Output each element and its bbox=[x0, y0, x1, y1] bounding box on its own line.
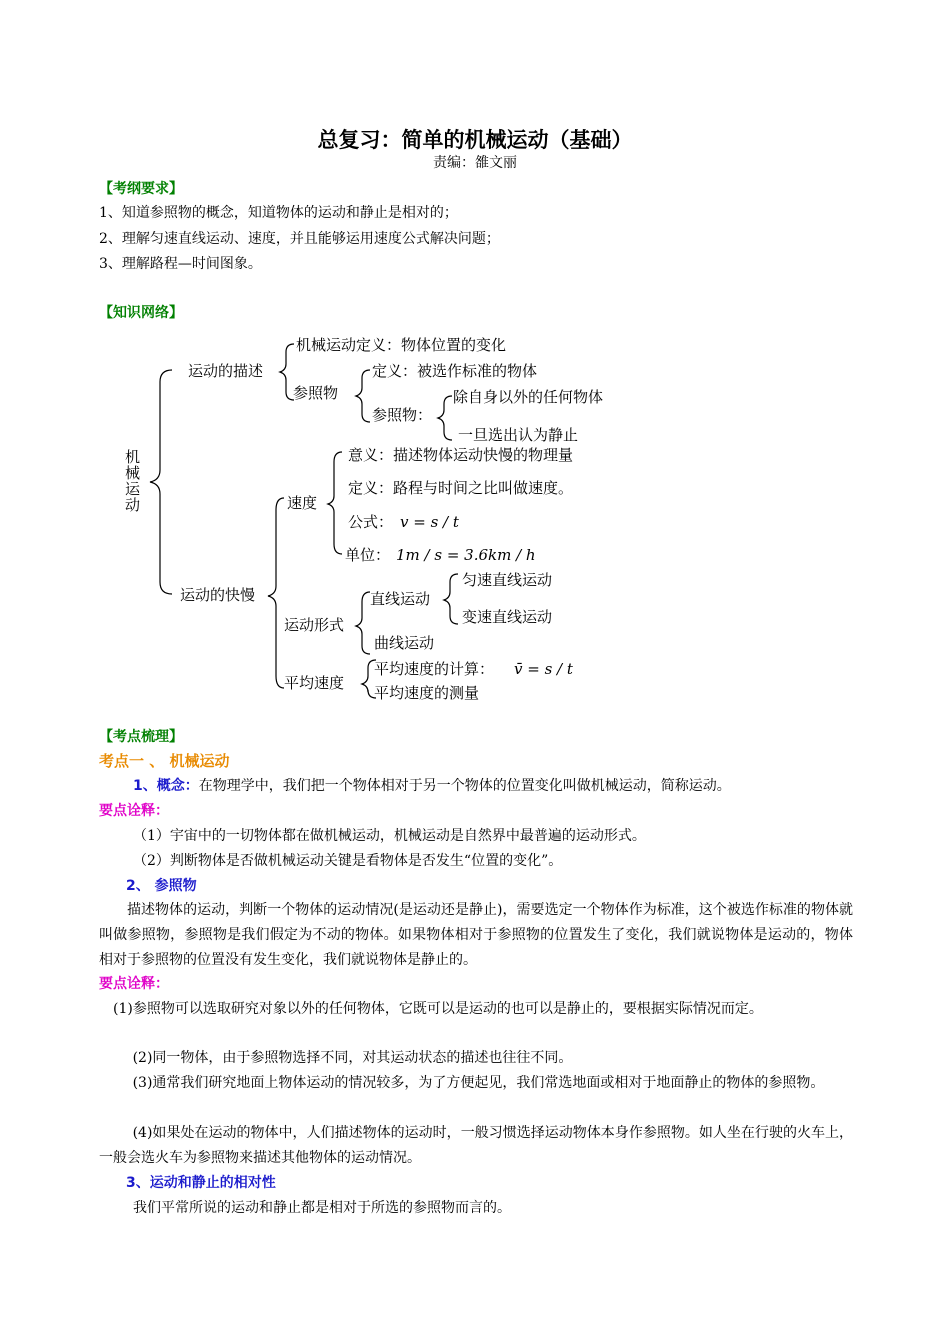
concept-line bbox=[133, 775, 731, 795]
note-label: 要点诠释： bbox=[99, 803, 169, 819]
note-item: （2）判断物体是否做机械运动关键是看物体是否发生“位置的变化”。 bbox=[133, 853, 563, 869]
diagram-root-char: 运 bbox=[125, 480, 141, 498]
relativity-paragraph: 我们平常所说的运动和静止都是相对于所选的参照物而言的。 bbox=[133, 1200, 511, 1216]
diagram-node-speed: 速度 bbox=[287, 494, 318, 512]
diagram-brace bbox=[280, 344, 294, 400]
ref-note: (2)同一物体，由于参照物选择不同，对其运动状态的描述也往往不同。 bbox=[132, 1050, 573, 1066]
note-item: （1）宇宙中的一切物体都在做机械运动，机械运动是自然界中最普遍的运动形式。 bbox=[133, 828, 646, 844]
note-label-2: 要点诠释： bbox=[99, 976, 169, 992]
requirement-item: 3、理解路程—时间图象。 bbox=[99, 256, 262, 272]
diagram-brace bbox=[150, 370, 172, 594]
section-network: 【知识网络】 bbox=[99, 305, 183, 321]
diagram-brace bbox=[438, 396, 452, 440]
diagram-node-formula-label: 公式： bbox=[348, 513, 394, 531]
ref-paragraph: 描述物体的运动，判断一个物体的运动情况(是运动还是静止)，需要选定一个物体作为标准，这个被选作标准的物体就叫做参照物，参照物是我们假定为不动的物体。如果物体相对于参照物的位置发生了变化，我们就说物体是运动的，物体相对于参照物的位置没有发生变化，我们就说物体是静止的。 bbox=[99, 902, 853, 968]
diagram-node-speed-def: 定义：路程与时间之比叫做速度。 bbox=[348, 479, 574, 497]
diagram-node-unit: 1m / s = 3.6km / h bbox=[396, 546, 536, 564]
diagram-node-ref: 参照物 bbox=[293, 384, 339, 402]
diagram-node-straight: 直线运动 bbox=[370, 590, 431, 608]
diagram-node-formula: v = s / t bbox=[400, 513, 459, 531]
diagram-brace bbox=[268, 498, 284, 688]
diagram-brace bbox=[328, 452, 342, 554]
diagram-node-avg-measure: 平均速度的测量 bbox=[374, 684, 480, 702]
diagram-brace bbox=[356, 592, 370, 654]
section-requirements: 【考纲要求】 bbox=[99, 181, 183, 197]
diagram-root-char: 械 bbox=[125, 464, 141, 482]
diagram-node-speed-group: 运动的快慢 bbox=[180, 586, 256, 604]
diagram-node-ref-def: 定义：被选作标准的物体 bbox=[372, 362, 538, 380]
diagram-node-desc: 运动的描述 bbox=[188, 362, 264, 380]
diagram-node-unit-label: 单位： bbox=[345, 546, 391, 564]
diagram-node-def: 机械运动定义：物体位置的变化 bbox=[296, 336, 507, 354]
diagram-root-char: 机 bbox=[125, 448, 141, 466]
kd1-heading: 考点一 、 机械运动 bbox=[99, 752, 230, 770]
diagram-node-variable: 变速直线运动 bbox=[462, 608, 553, 626]
diagram-node-uniform: 匀速直线运动 bbox=[462, 571, 553, 589]
diagram-node-ref-still: 一旦选出认为静止 bbox=[458, 426, 579, 444]
diagram-node-ref-any: 除自身以外的任何物体 bbox=[453, 388, 604, 406]
page-title: 总复习：简单的机械运动（基础） bbox=[317, 128, 633, 152]
diagram-node-forms: 运动形式 bbox=[284, 616, 345, 634]
diagram-root-char: 动 bbox=[125, 496, 141, 514]
ref-note: (3)通常我们研究地面上物体运动的情况较多，为了方便起见，我们常选地面或相对于地面静止的物体的参照物。 bbox=[132, 1075, 825, 1091]
diagram-node-avg-calc: 平均速度的计算： bbox=[374, 660, 495, 678]
diagram-brace bbox=[356, 370, 370, 422]
requirement-item: 2、理解匀速直线运动、速度，并且能够运用速度公式解决问题； bbox=[99, 231, 500, 247]
diagram-brace bbox=[444, 574, 458, 624]
diagram-node-avg: 平均速度 bbox=[284, 674, 345, 692]
ref-heading: 2、 参照物 bbox=[126, 878, 197, 894]
knowledge-network-diagram bbox=[0, 330, 950, 710]
diagram-node-curve: 曲线运动 bbox=[374, 634, 435, 652]
ref-note: (1)参照物可以选取研究对象以外的任何物体，它既可以是运动的也可以是静止的，要根据实际情况而定。 bbox=[113, 1001, 763, 1017]
diagram-node-avg-formula: v̄ = s / t bbox=[514, 660, 573, 678]
concept-label: 1、概念： bbox=[133, 778, 199, 794]
section-points: 【考点梳理】 bbox=[99, 729, 183, 745]
concept-text: 在物理学中，我们把一个物体相对于另一个物体的位置变化叫做机械运动，简称运动。 bbox=[198, 778, 731, 794]
requirement-item: 1、知道参照物的概念，知道物体的运动和静止是相对的； bbox=[99, 205, 458, 221]
ref-note: (4)如果处在运动的物体中，人们描述物体的运动时，一般习惯选择运动物体本身作参照物。如人坐在行驶的火车上，一般会选火车为参照物来描述其他物体的运动情况。 bbox=[99, 1125, 853, 1166]
author-line: 责编：雒文丽 bbox=[433, 155, 517, 171]
diagram-node-ref-ref: 参照物： bbox=[372, 406, 433, 424]
relativity-heading: 3、运动和静止的相对性 bbox=[126, 1175, 276, 1191]
diagram-node-meaning: 意义：描述物体运动快慢的物理量 bbox=[348, 446, 574, 464]
